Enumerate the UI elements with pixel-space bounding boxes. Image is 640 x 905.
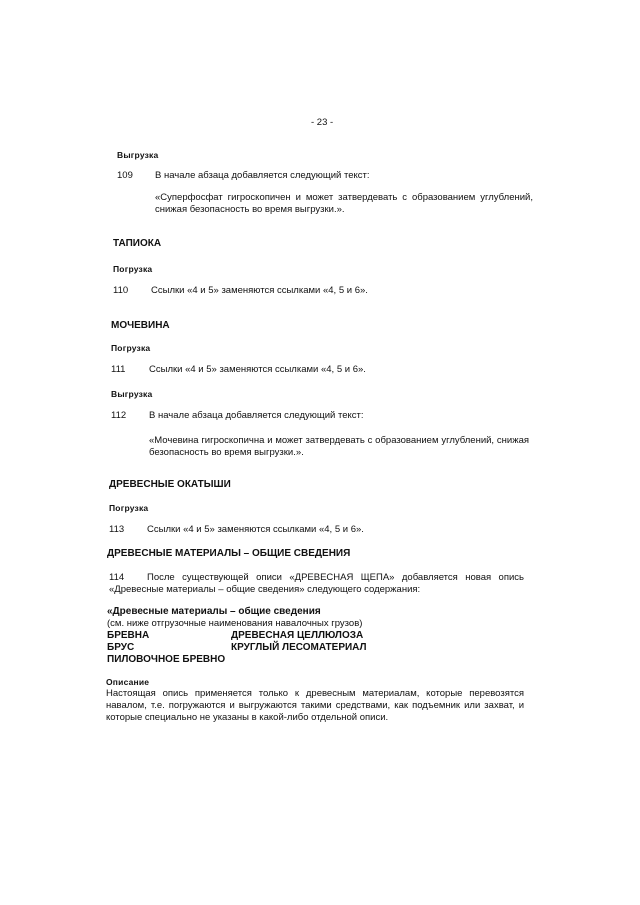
- item-number: 111: [111, 364, 126, 375]
- subheading-unloading: Выгрузка: [117, 150, 159, 160]
- subheading-loading: Погрузка: [113, 264, 153, 274]
- item-number: 109: [117, 170, 133, 181]
- item-text: Ссылки «4 и 5» заменяются ссылками «4, 5 и 6».: [149, 364, 366, 375]
- item-text: Ссылки «4 и 5» заменяются ссылками «4, 5 и 6».: [151, 285, 368, 296]
- item-text: В начале абзаца добавляется следующий текст:: [149, 410, 364, 421]
- shipping-name: ДРЕВЕСНАЯ ЦЕЛЛЮЛОЗА: [231, 630, 364, 641]
- section-heading-urea: МОЧЕВИНА: [111, 320, 170, 331]
- shipping-name: ПИЛОВОЧНОЕ БРЕВНО: [107, 654, 226, 665]
- description-label: Описание: [106, 677, 150, 687]
- subheading-loading: Погрузка: [111, 343, 151, 353]
- item-number: 112: [111, 410, 127, 421]
- quote-text: «Мочевина гигроскопична и может затвердевать с образованием углублений, снижая безопасность во время выгрузки.».: [149, 435, 529, 458]
- page-number: - 23 -: [311, 117, 334, 128]
- section-heading-tapioca: ТАПИОКА: [113, 238, 162, 249]
- subheading-unloading: Выгрузка: [111, 389, 153, 399]
- shipping-name: КРУГЛЫЙ ЛЕСОМАТЕРИАЛ: [231, 642, 367, 653]
- quote-text: «Суперфосфат гигроскопичен и может затвердевать с образованием углублений, снижая безопасность во время выгрузки.».: [155, 192, 533, 215]
- item-number: 110: [113, 285, 129, 296]
- section-heading-wood-materials: ДРЕВЕСНЫЕ МАТЕРИАЛЫ – ОБЩИЕ СВЕДЕНИЯ: [107, 548, 351, 559]
- item-text: В начале абзаца добавляется следующий текст:: [155, 170, 370, 181]
- description-text: Настоящая опись применяется только к древесным материалам, которые перевозятся навалом, т.е. погружаются и выгружаются такими средствами, как подъемник или захват, и которые специально не указаны в какой-либо отдельной описи.: [106, 688, 524, 723]
- item-number: 113: [109, 524, 125, 535]
- item-text: После существующей описи «ДРЕВЕСНАЯ ЩЕПА» добавляется новая опись «Древесные материалы – общие сведения» следующего содержания:: [109, 572, 524, 595]
- item-text: Ссылки «4 и 5» заменяются ссылками «4, 5 и 6».: [147, 524, 364, 535]
- shipping-name: БРУС: [107, 642, 135, 653]
- shipping-name: БРЕВНА: [107, 630, 150, 641]
- schedule-note: (см. ниже отгрузочные наименования навалочных грузов): [107, 618, 363, 629]
- item-number: 114: [109, 572, 125, 583]
- schedule-title: «Древесные материалы – общие сведения: [107, 606, 321, 617]
- section-heading-wood-pellets: ДРЕВЕСНЫЕ ОКАТЫШИ: [109, 479, 231, 490]
- subheading-loading: Погрузка: [109, 503, 149, 513]
